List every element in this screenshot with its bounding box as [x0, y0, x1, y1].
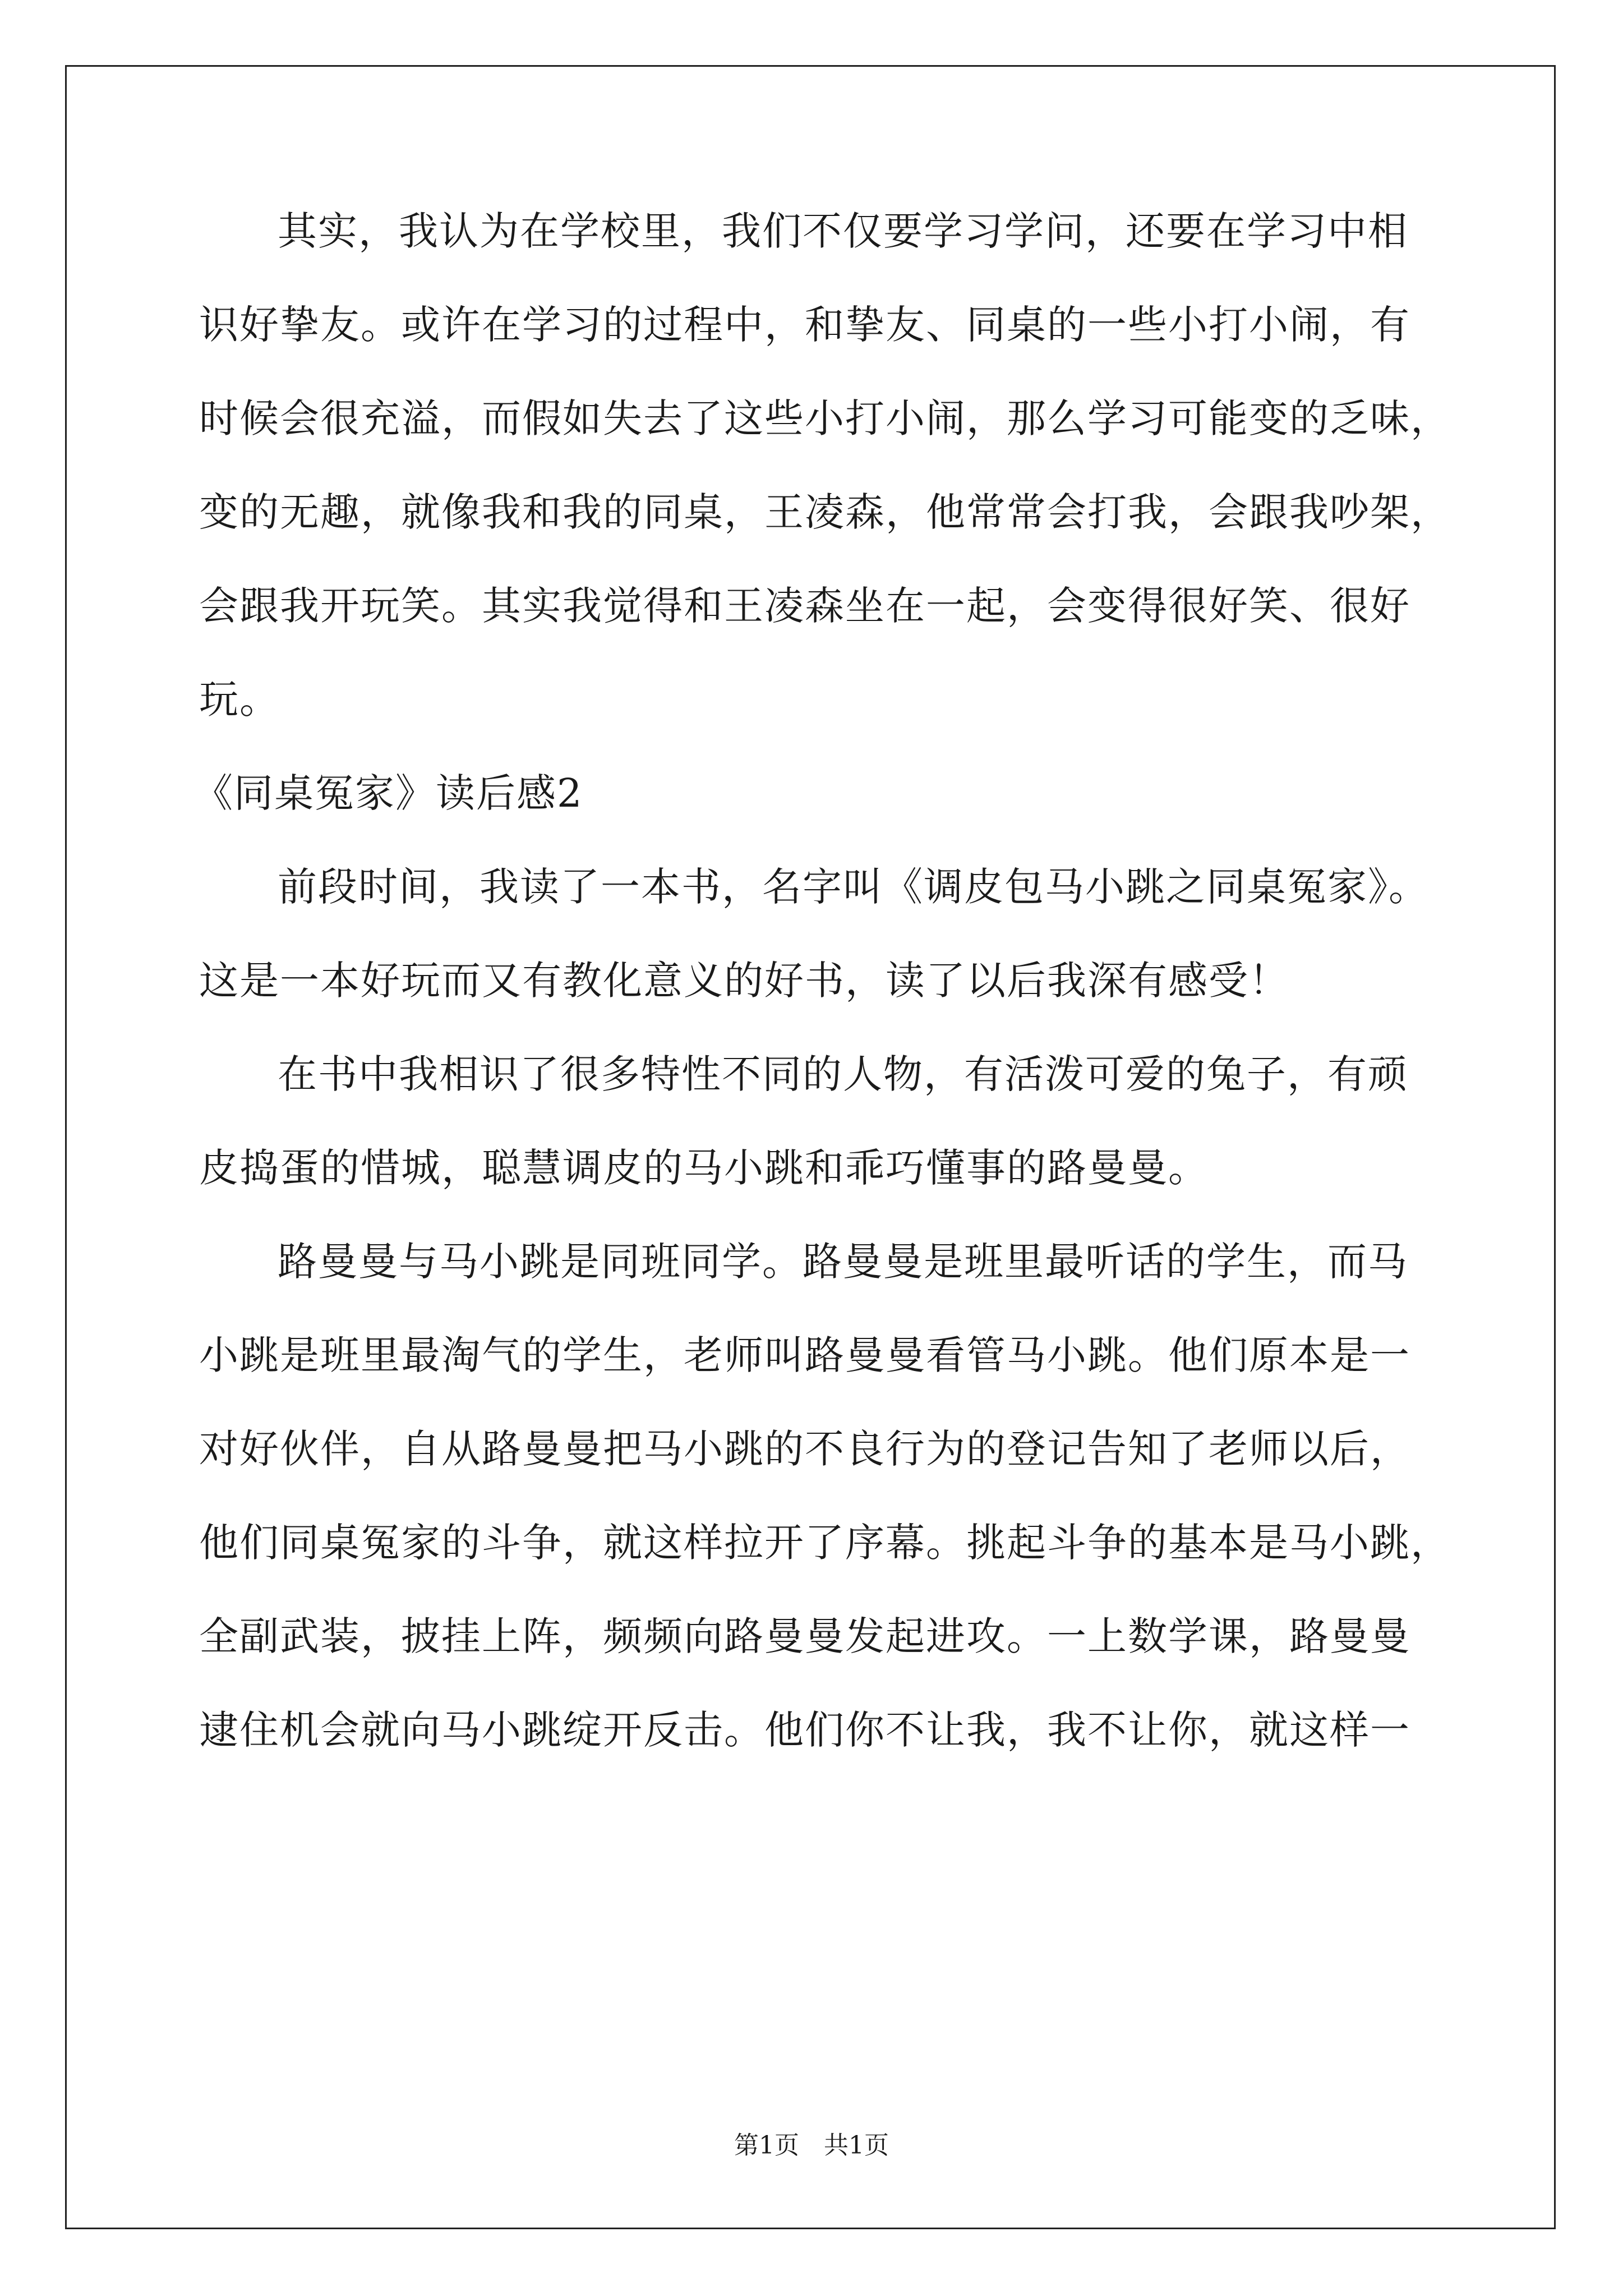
paragraph-4-line-1: 路曼曼与马小跳是同班同学。路曼曼是班里最听话的学生，而马 — [278, 1239, 1408, 1285]
paragraph-3-line-1: 在书中我相识了很多特性不同的人物，有活泼可爱的兔子，有顽 — [278, 1051, 1408, 1097]
paragraph-1-line-5: 会跟我开玩笑。其实我觉得和王凌森坐在一起，会变得很好笑、很好 — [199, 583, 1410, 629]
paragraph-2-line-1: 前段时间，我读了一本书，名字叫《调皮包马小跳之同桌冤家》。 — [278, 864, 1429, 910]
paragraph-4-line-2: 小跳是班里最淘气的学生，老师叫路曼曼看管马小跳。他们原本是一 — [199, 1332, 1410, 1378]
paragraph-4-line-4: 他们同桌冤家的斗争，就这样拉开了序幕。挑起斗争的基本是马小跳， — [199, 1520, 1451, 1566]
paragraph-1-line-1: 其实，我认为在学校里，我们不仅要学习学问，还要在学习中相 — [278, 208, 1408, 254]
paragraph-2-line-2: 这是一本好玩而又有教化意义的好书，读了以后我深有感受！ — [199, 958, 1289, 1004]
paragraph-1-line-2: 识好挚友。或许在学习的过程中，和挚友、同桌的一些小打小闹，有 — [199, 302, 1410, 348]
paragraph-1-line-3: 时候会很充溢，而假如失去了这些小打小闹，那么学习可能变的乏味， — [199, 395, 1451, 441]
page-number-footer: 第1页 共1页 — [734, 2131, 889, 2160]
paragraph-4-line-6: 逮住机会就向马小跳绽开反击。他们你不让我，我不让你，就这样一 — [199, 1707, 1410, 1753]
paragraph-1-line-4: 变的无趣，就像我和我的同桌，王凌森，他常常会打我，会跟我吵架， — [199, 489, 1451, 535]
section-heading: 《同桌冤家》读后感2 — [193, 770, 583, 816]
paragraph-4-line-5: 全副武装，披挂上阵，频频向路曼曼发起进攻。一上数学课，路曼曼 — [199, 1613, 1410, 1659]
paragraph-1-line-6: 玩。 — [199, 677, 280, 723]
paragraph-4-line-3: 对好伙伴，自从路曼曼把马小跳的不良行为的登记告知了老师以后， — [199, 1426, 1410, 1472]
paragraph-3-line-2: 皮捣蛋的惜城，聪慧调皮的马小跳和乖巧懂事的路曼曼。 — [199, 1145, 1209, 1191]
